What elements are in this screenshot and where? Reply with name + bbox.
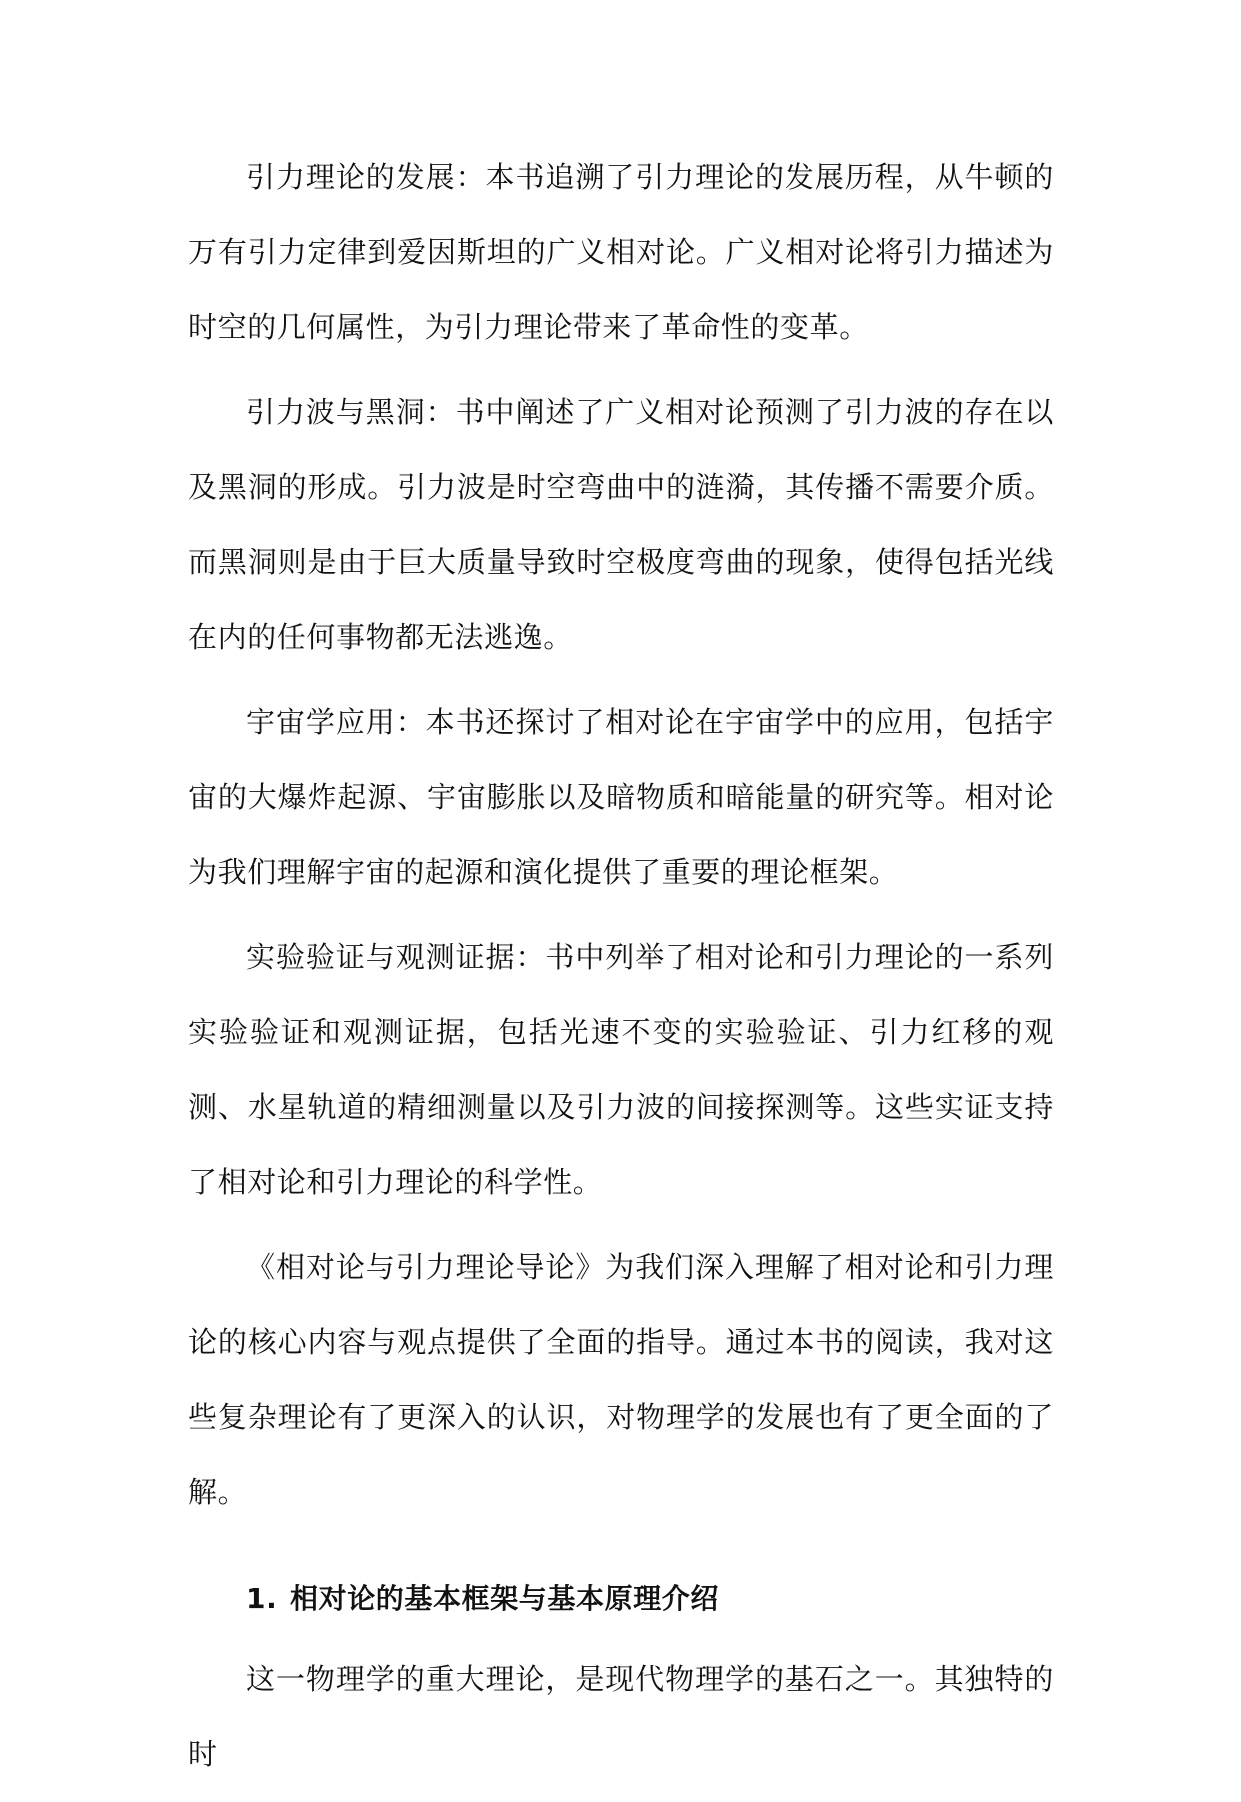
paragraph-cosmology-applications: 宇宙学应用：本书还探讨了相对论在宇宙学中的应用，包括宇宙的大爆炸起源、宇宙膨胀以及暗物质和暗能量的研究等。相对论为我们理解宇宙的起源和演化提供了重要的理论框架。	[188, 705, 1054, 889]
section-title: 相对论的基本框架与基本原理介绍	[290, 1582, 720, 1615]
section-number: 1.	[246, 1582, 278, 1615]
document-page	[188, 140, 1054, 1802]
paragraph-gravitational-waves-black-holes: 引力波与黑洞：书中阐述了广义相对论预测了引力波的存在以及黑洞的形成。引力波是时空弯曲中的涟漪，其传播不需要介质。而黑洞则是由于巨大质量导致时空极度弯曲的现象，使得包括光线在内的任何事物都无法逃逸。	[188, 395, 1054, 654]
section-heading	[188, 1561, 1054, 1636]
paragraph-section-intro: 这一物理学的重大理论，是现代物理学的基石之一。其独特的时	[188, 1662, 1054, 1771]
paragraph-gravity-theory-development: 引力理论的发展：本书追溯了引力理论的发展历程，从牛顿的万有引力定律到爱因斯坦的广义相对论。广义相对论将引力描述为时空的几何属性，为引力理论带来了革命性的变革。	[188, 160, 1054, 344]
paragraph-book-summary: 《相对论与引力理论导论》为我们深入理解了相对论和引力理论的核心内容与观点提供了全面的指导。通过本书的阅读，我对这些复杂理论有了更深入的认识，对物理学的发展也有了更全面的了解。	[188, 1250, 1054, 1509]
paragraph-experimental-verification: 实验验证与观测证据：书中列举了相对论和引力理论的一系列实验验证和观测证据，包括光速不变的实验验证、引力红移的观测、水星轨道的精细测量以及引力波的间接探测等。这些实证支持了相对论和引力理论的科学性。	[188, 940, 1054, 1199]
